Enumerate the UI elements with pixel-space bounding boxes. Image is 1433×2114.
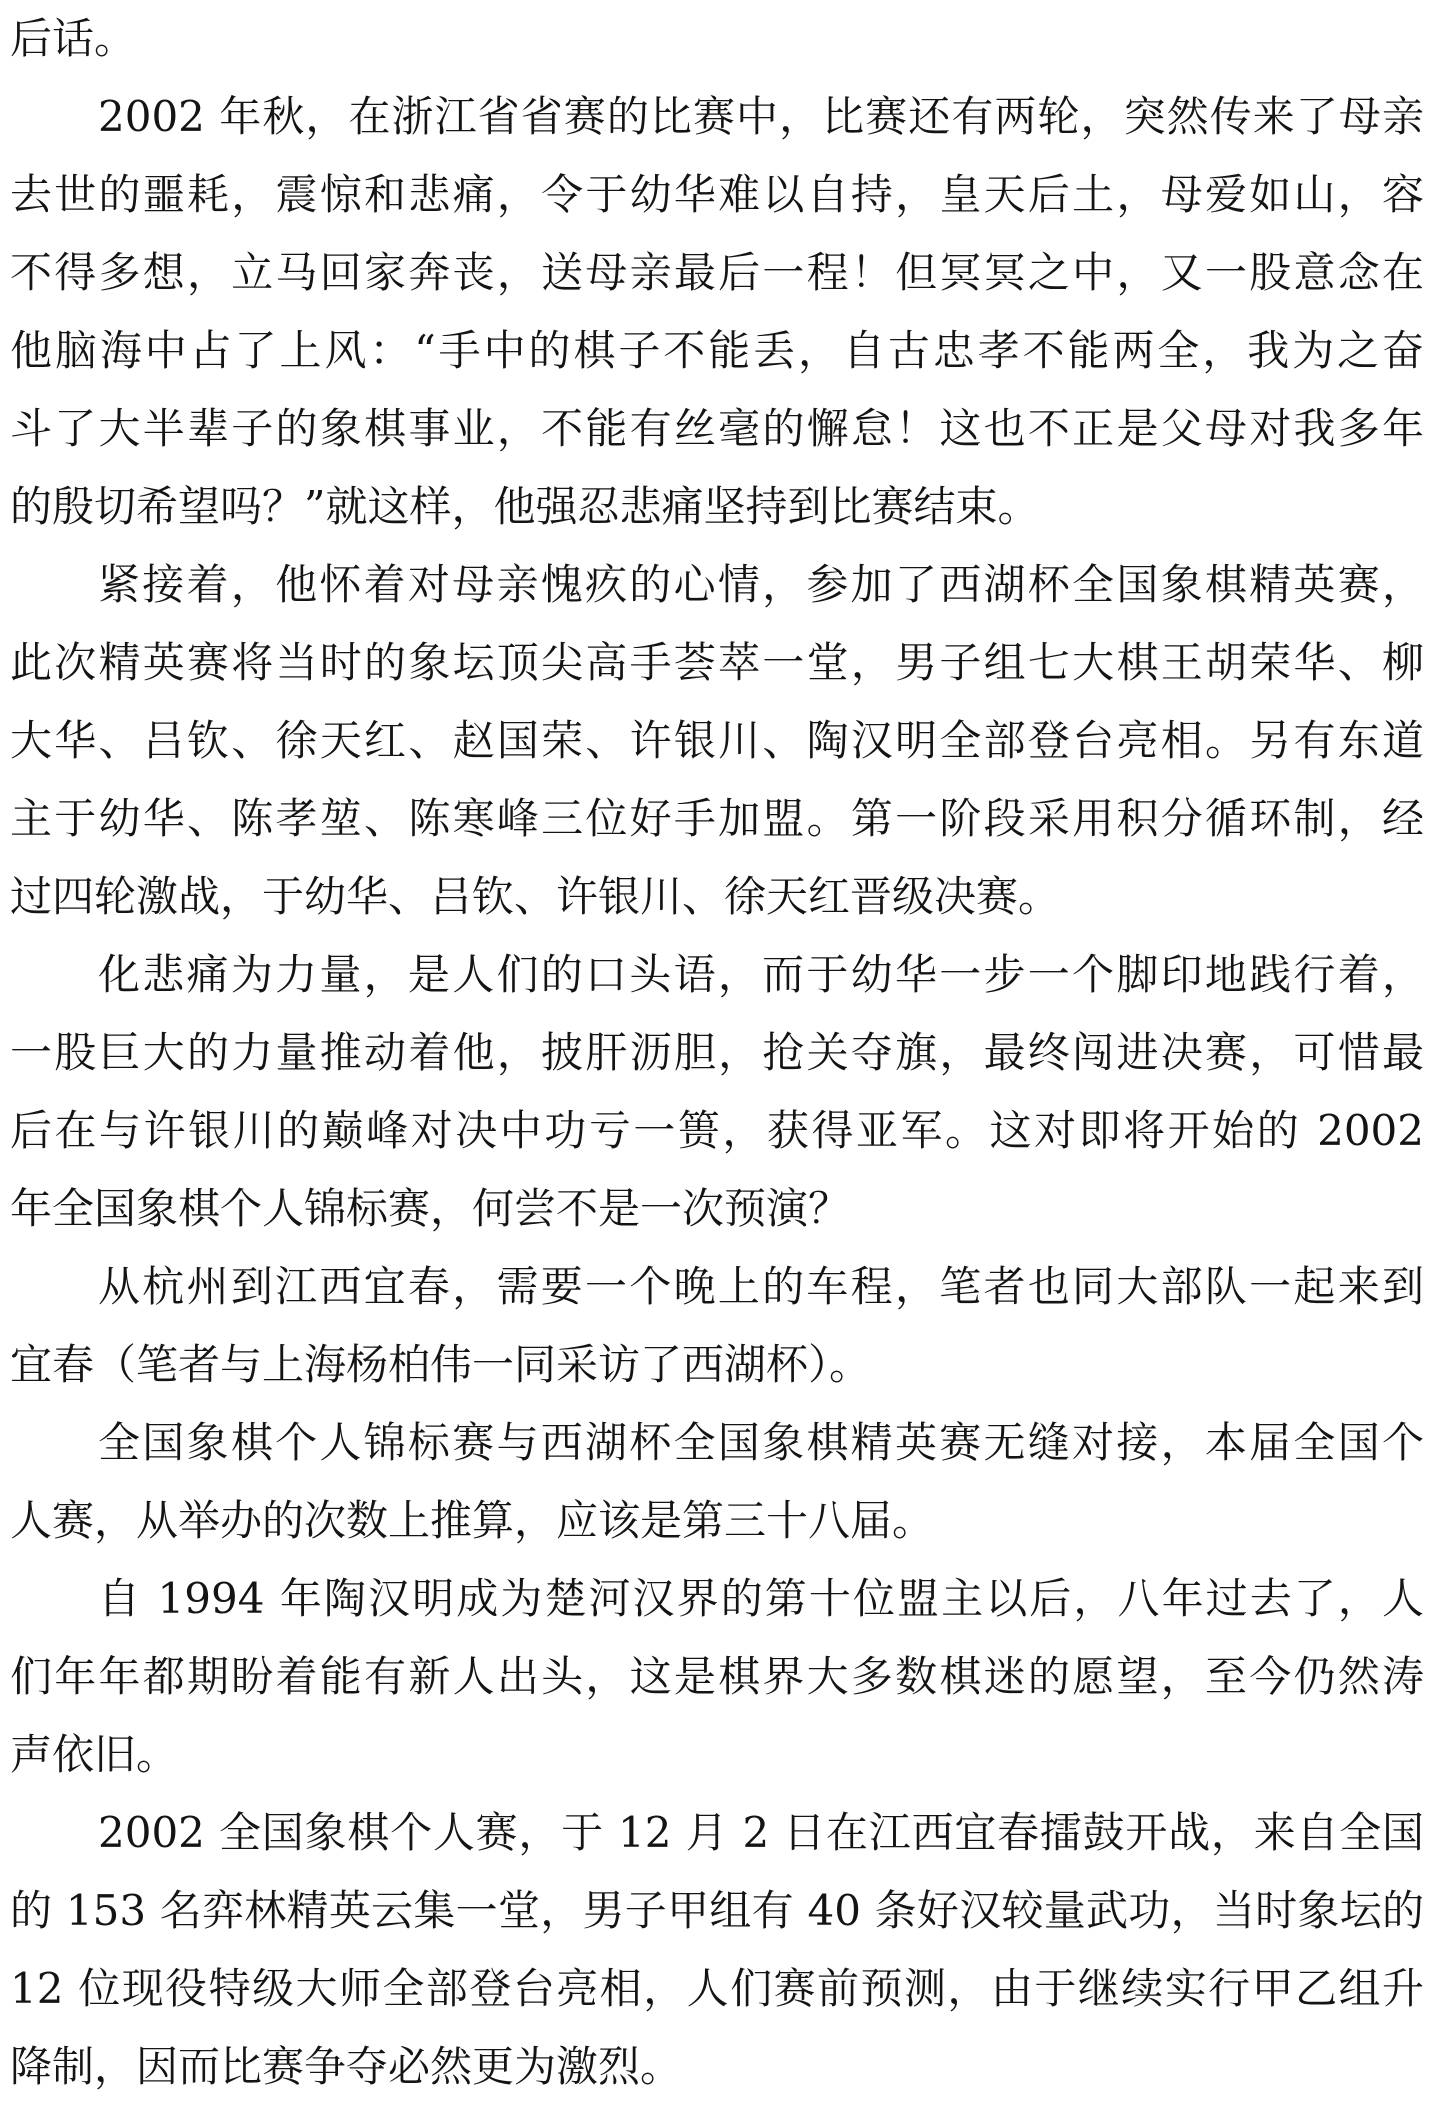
text-line: 此次精英赛将当时的象坛顶尖高手荟萃一堂，男子组七大棋王胡荣华、柳 <box>10 638 1424 687</box>
paragraph <box>10 1560 1424 1794</box>
text-line: 的殷切希望吗？”就这样，他强忍悲痛坚持到比赛结束。 <box>10 482 1040 531</box>
text-line: 自 1994 年陶汉明成为楚河汉界的第十位盟主以后，八年过去了，人 <box>98 1574 1424 1623</box>
text-line: 2002 全国象棋个人赛，于 12 月 2 日在江西宜春擂鼓开战，来自全国 <box>98 1808 1424 1857</box>
text-line: 去世的噩耗，震惊和悲痛，令于幼华难以自持，皇天后土，母爱如山，容 <box>10 170 1424 219</box>
text-line: 他脑海中占了上风：“手中的棋子不能丢，自古忠孝不能两全，我为之奋 <box>10 326 1424 375</box>
paragraph <box>10 546 1424 936</box>
paragraph <box>10 1794 1424 2106</box>
text-line: 人赛，从举办的次数上推算，应该是第三十八届。 <box>10 1496 935 1545</box>
text-line: 斗了大半辈子的象棋事业，不能有丝毫的懈怠！这也不正是父母对我多年 <box>10 404 1424 453</box>
text-line: 年全国象棋个人锦标赛，何尝不是一次预演？ <box>10 1184 851 1233</box>
text-line: 降制，因而比赛争夺必然更为激烈。 <box>10 2042 683 2091</box>
text-line: 的 153 名弈林精英云集一堂，男子甲组有 40 条好汉较量武功，当时象坛的 <box>10 1886 1424 1935</box>
paragraph-continuation <box>10 0 1424 78</box>
paragraph <box>10 1404 1424 1560</box>
text-line: 过四轮激战，于幼华、吕钦、许银川、徐天红晋级决赛。 <box>10 872 1061 921</box>
text-line: 主于幼华、陈孝堃、陈寒峰三位好手加盟。第一阶段采用积分循环制，经 <box>10 794 1424 843</box>
text-line: 后话。 <box>10 14 137 63</box>
page-text <box>10 0 1424 2106</box>
text-line: 化悲痛为力量，是人们的口头语，而于幼华一步一个脚印地践行着， <box>98 950 1424 999</box>
text-line: 不得多想，立马回家奔丧，送母亲最后一程！但冥冥之中，又一股意念在 <box>10 248 1424 297</box>
text-line: 从杭州到江西宜春，需要一个晚上的车程，笔者也同大部队一起来到 <box>98 1262 1424 1311</box>
text-line: 全国象棋个人锦标赛与西湖杯全国象棋精英赛无缝对接，本届全国个 <box>98 1418 1424 1467</box>
text-line: 12 位现役特级大师全部登台亮相，人们赛前预测，由于继续实行甲乙组升 <box>10 1964 1424 2013</box>
text-line: 们年年都期盼着能有新人出头，这是棋界大多数棋迷的愿望，至今仍然涛 <box>10 1652 1424 1701</box>
paragraph <box>10 936 1424 1248</box>
text-line: 大华、吕钦、徐天红、赵国荣、许银川、陶汉明全部登台亮相。另有东道 <box>10 716 1424 765</box>
paragraph <box>10 78 1424 546</box>
text-line: 紧接着，他怀着对母亲愧疚的心情，参加了西湖杯全国象棋精英赛， <box>98 560 1424 609</box>
text-line: 一股巨大的力量推动着他，披肝沥胆，抢关夺旗，最终闯进决赛，可惜最 <box>10 1028 1424 1077</box>
text-line: 2002 年秋，在浙江省省赛的比赛中，比赛还有两轮，突然传来了母亲 <box>98 92 1424 141</box>
text-line: 宜春（笔者与上海杨柏伟一同采访了西湖杯）。 <box>10 1340 872 1389</box>
text-line: 声依旧。 <box>10 1730 179 1779</box>
paragraph <box>10 1248 1424 1404</box>
text-line: 后在与许银川的巅峰对决中功亏一篑，获得亚军。这对即将开始的 2002 <box>10 1106 1424 1155</box>
